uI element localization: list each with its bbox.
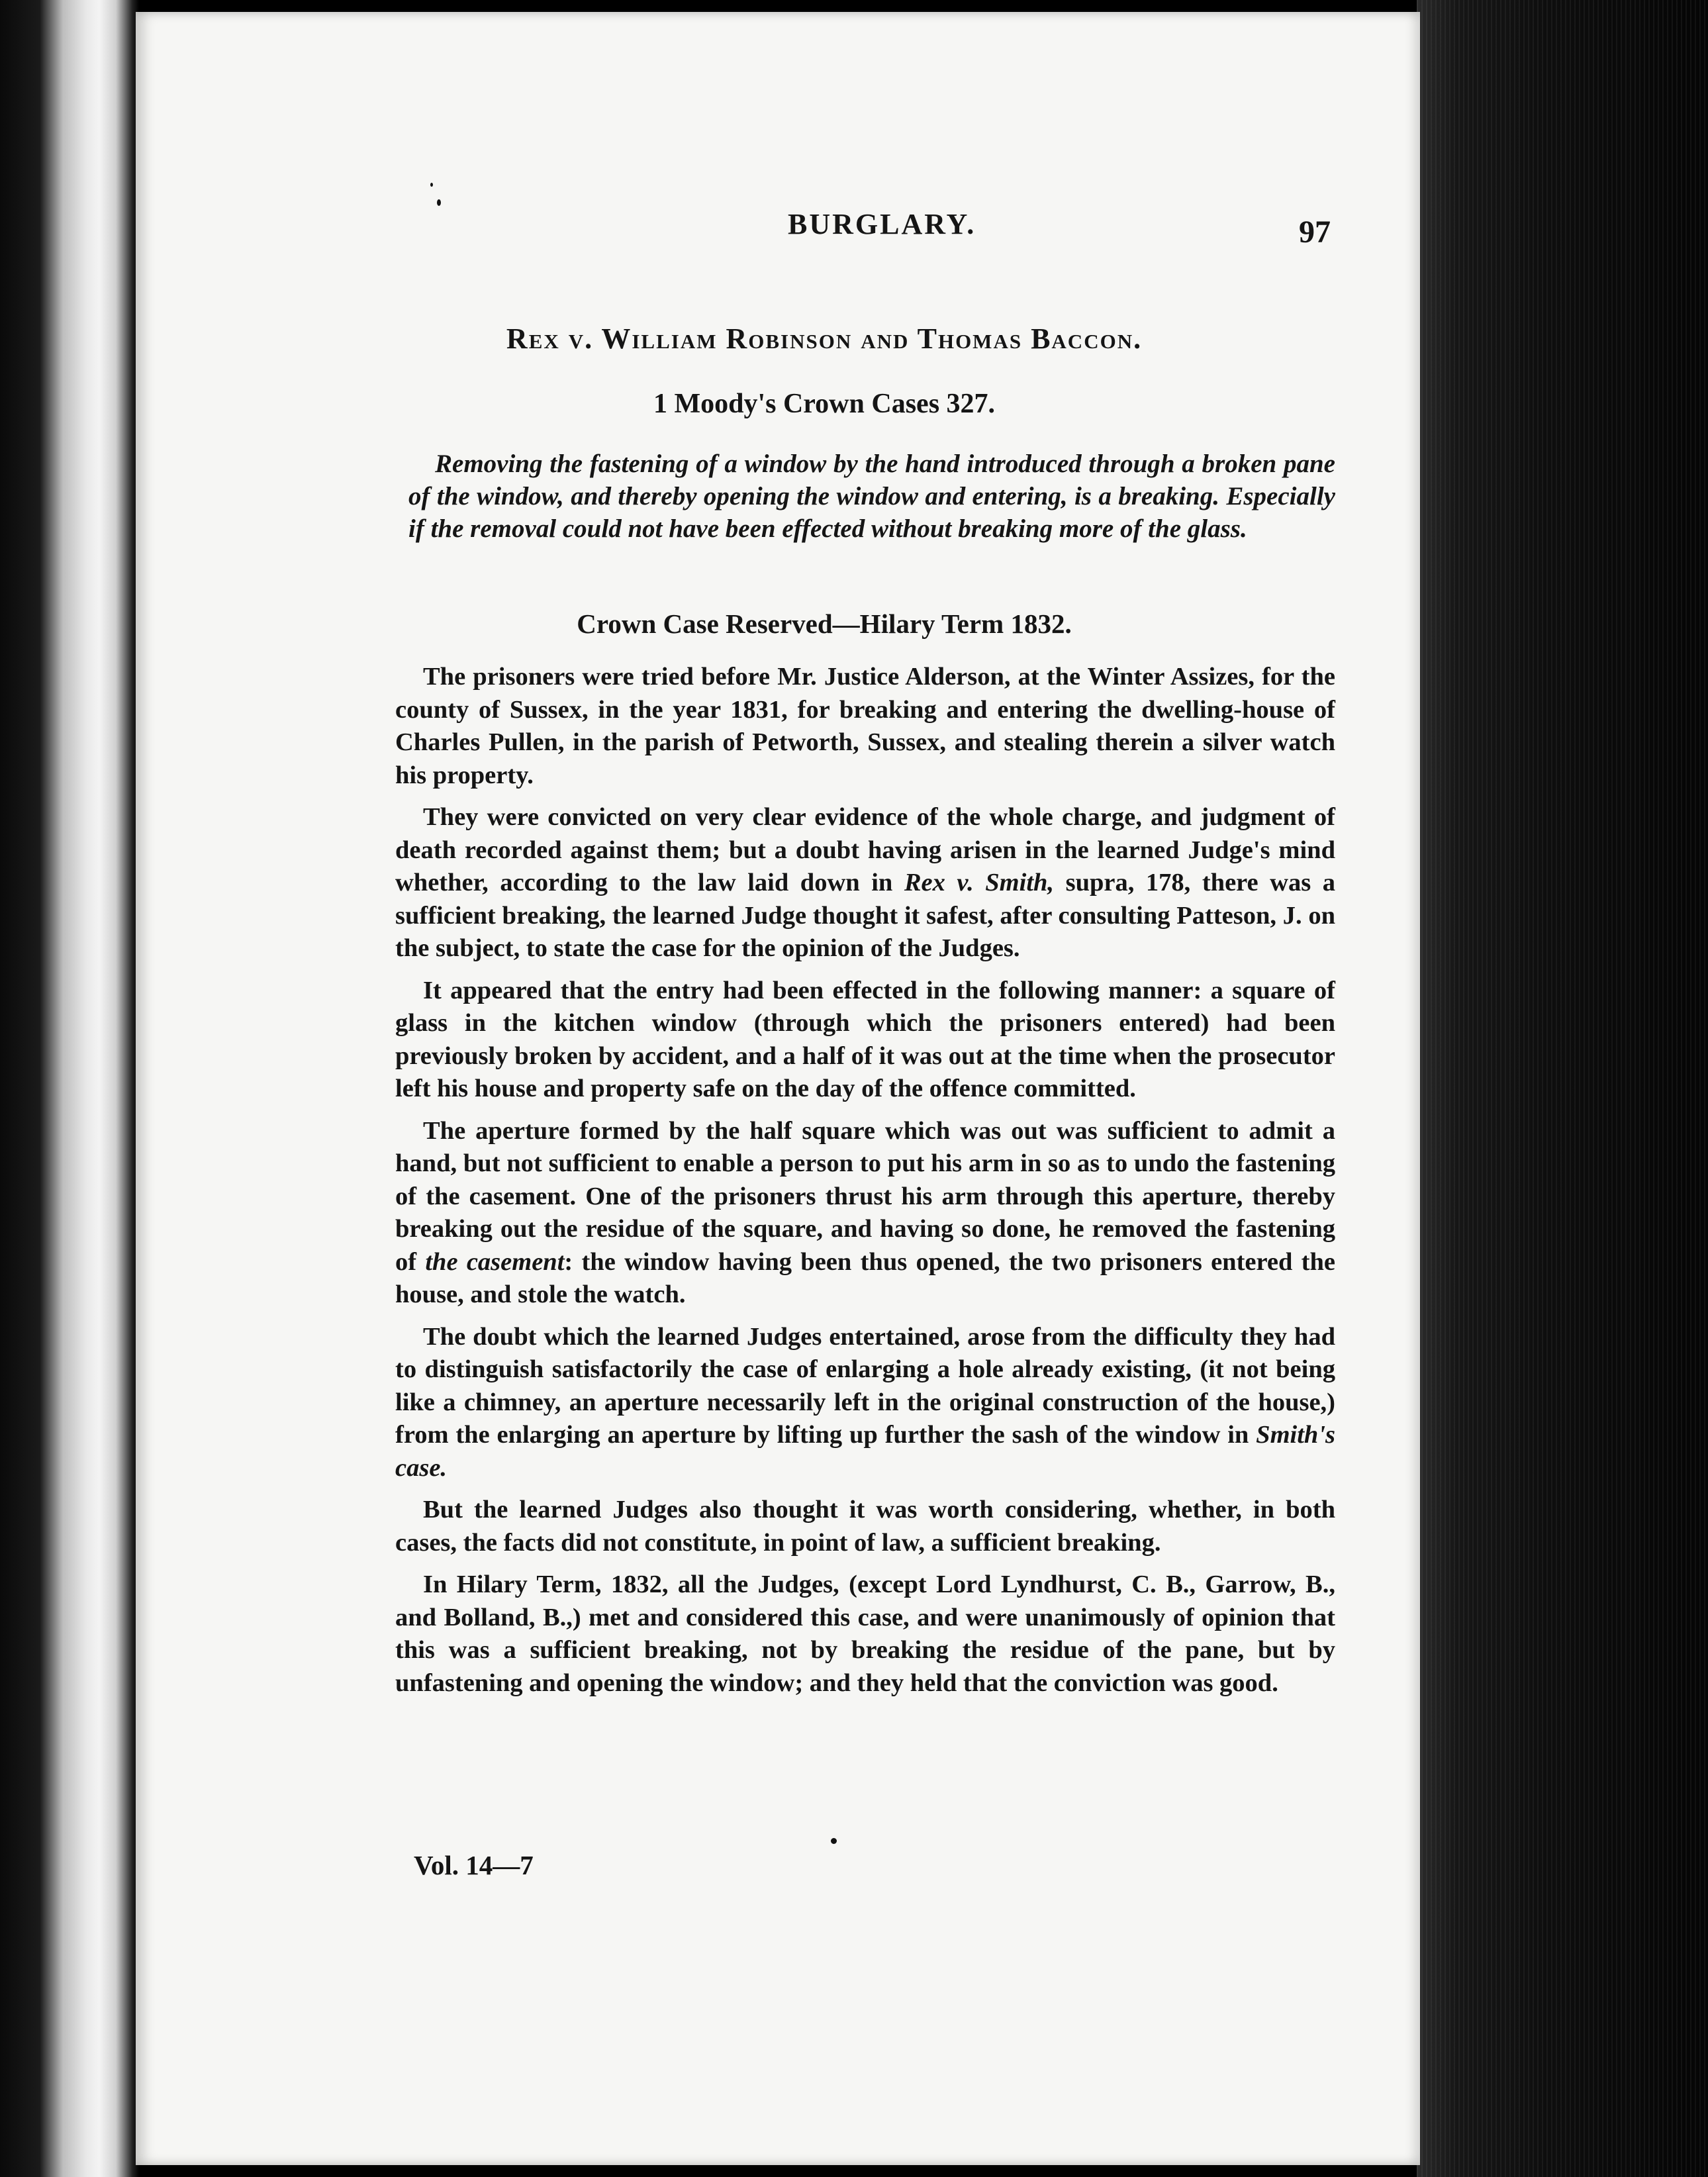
running-head: BURGLARY. xyxy=(788,208,976,240)
page-number: 97 xyxy=(1299,215,1331,250)
facing-page-edge xyxy=(0,0,139,2177)
scan-speck xyxy=(437,199,441,206)
paragraph-5 xyxy=(395,1321,1335,1485)
case-citation: 1 Moody's Crown Cases 327. xyxy=(653,389,996,419)
case-reference-rex-v-smith: Rex v. Smith, xyxy=(904,869,1055,896)
scan-speck xyxy=(831,1838,837,1844)
opinion-body xyxy=(395,661,1335,1709)
emphasis-the-casement: the casement xyxy=(425,1247,565,1276)
paragraph-1: The prisoners were tried before Mr. Justice Alderson, at the Winter Assizes, for the county of Sussex, in the year 1831, for breaking and entering the dwelling-house of Charles Pullen, in the parish of Petworth, Sussex, and stealing therein a silver watch his property. xyxy=(395,663,1335,789)
paragraph-2 xyxy=(395,801,1335,965)
paragraph-4 xyxy=(395,1115,1335,1312)
page-97 xyxy=(136,12,1420,2165)
book-page-block-edge xyxy=(1417,0,1708,2177)
headnote: Removing the fastening of a window by the hand introduced through a broken pane of the window, and thereby opening the window and entering, is a breaking. Especially if the removal could not have been effected without breaking more of the glass. xyxy=(408,450,1335,543)
paragraph-4-text-b: : the window having been thus opened, the two prisoners entered the house, and stole the watch. xyxy=(395,1247,1335,1308)
scan-speck xyxy=(430,183,433,187)
case-title: Rex v. William Robinson and Thomas Baccon. xyxy=(506,322,1143,355)
court-heading: Crown Case Reserved—Hilary Term 1832. xyxy=(577,608,1072,639)
paragraph-7: In Hilary Term, 1832, all the Judges, (except Lord Lyndhurst, C. B., Garrow, B., and Bolland, B.,) met and considered this case, and were unanimously of opinion that this was a sufficient breaking, not by breaking the residue of the pane, but by unfastening and opening the window; and they held that the conviction was good. xyxy=(395,1571,1335,1697)
paragraph-5-text-a: The doubt which the learned Judges entertained, arose from the difficulty they had to distinguish satisfactorily the case of enlarging a hole already existing, (it not being like a chimney, an aperture necessarily left in the original construction of the house,) from the enlarging an aperture by lifting up further the sash of the window in xyxy=(395,1322,1335,1449)
paragraph-6: But the learned Judges also thought it was worth considering, whether, in both cases, the facts did not constitute, in point of law, a sufficient breaking. xyxy=(395,1496,1335,1557)
paragraph-2-text-b: supra, 178, there was a sufficient breaking, the learned Judge thought it safest, after consulting Patteson, J. on the subject, to state the case for the opinion of the Judges. xyxy=(395,869,1336,962)
signature-mark: Vol. 14—7 xyxy=(414,1850,534,1880)
paragraph-4-text-a: The aperture formed by the half square which was out was sufficient to admit a hand, but not sufficient to enable a person to put his arm in so as to undo the fastening of the casement. One of the prisoners thrust his arm through this aperture, thereby breaking out the residue of the square, and having so done, he removed the fastening of xyxy=(395,1116,1335,1276)
case-reference-smiths-case: Smith's case. xyxy=(395,1421,1335,1482)
paragraph-3: It appeared that the entry had been effected in the following manner: a square of glass in the kitchen window (through which the prisoners entered) had been previously broken by accident, and a half of it was out at the time when the prosecutor left his house and property safe on the day of the offence committed. xyxy=(395,976,1335,1102)
paragraph-2-text-a: They were convicted on very clear evidence of the whole charge, and judgment of death recorded against them; but a doubt having arisen in the learned Judge's mind whether, according to the law laid down in xyxy=(395,803,1335,896)
